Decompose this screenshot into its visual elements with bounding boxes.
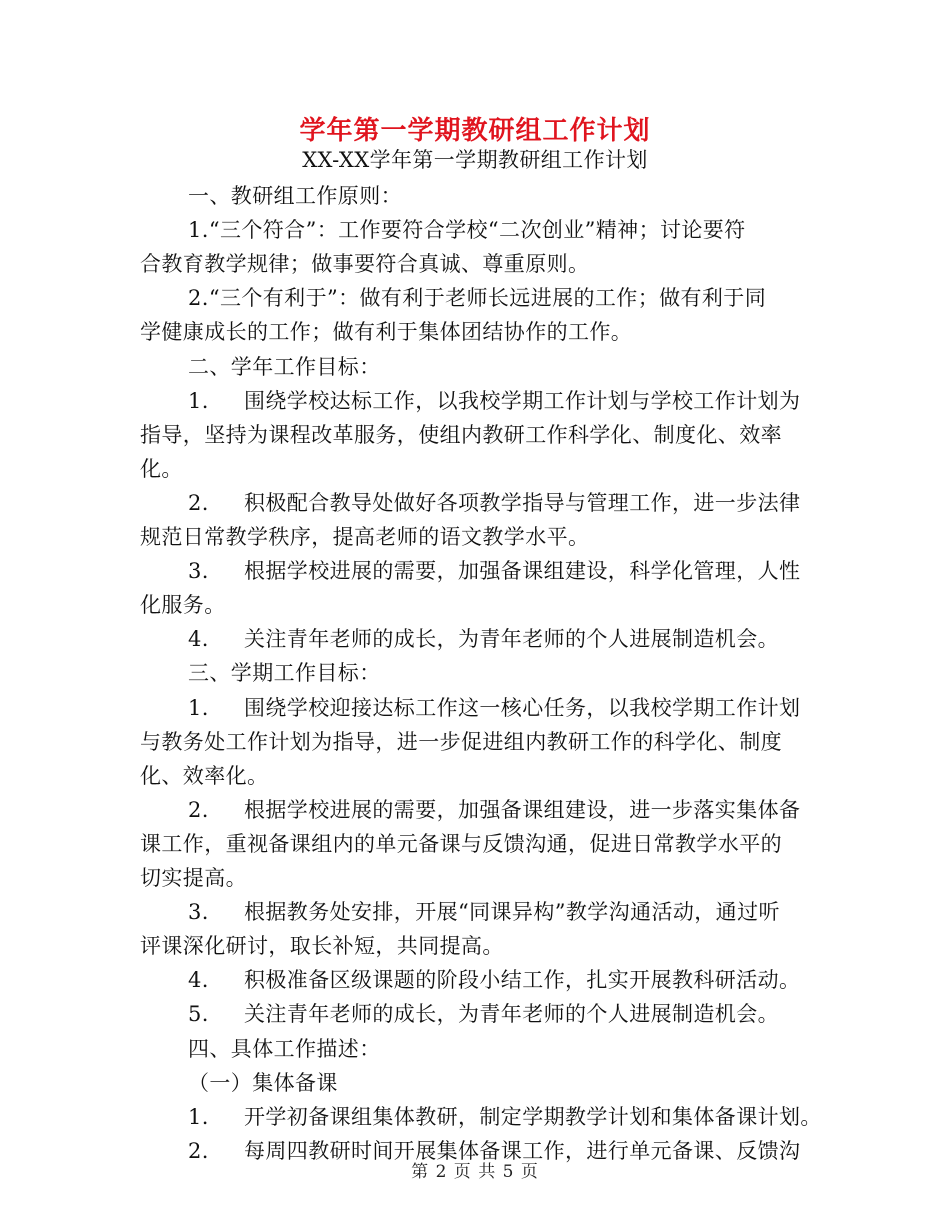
body-line: [140, 866, 247, 890]
list-number: 4.: [188, 627, 209, 651]
body-line: [188, 900, 780, 924]
body-line: [140, 764, 268, 788]
body-line: [188, 491, 800, 515]
line-text: 根据学校进展的需要，加强备课组建设，科学化管理，人性: [244, 559, 801, 583]
line-text: 三、学期工作目标：: [188, 661, 381, 685]
line-text: 课工作，重视备课组内的单元备课与反馈沟通，促进日常教学水平的: [140, 832, 782, 856]
line-text: 每周四教研时间开展集体备课工作，进行单元备课、反馈沟: [244, 1139, 801, 1163]
document-subtitle: XX-XX学年第一学期教研组工作计划: [302, 148, 648, 172]
body-line: [188, 798, 800, 822]
body-line: [188, 355, 381, 379]
body-line: [188, 218, 746, 242]
list-number: 1.: [188, 389, 209, 413]
list-number: 2.: [188, 491, 209, 515]
line-text: 四、具体工作描述：: [188, 1037, 381, 1061]
body-line: [188, 286, 766, 310]
line-text: 一、教研组工作原则：: [188, 184, 402, 208]
list-number: 3.: [188, 559, 209, 583]
body-line: [140, 423, 782, 447]
page-footer: 第 2 页 共 5 页: [411, 1162, 539, 1182]
list-number: 4.: [188, 968, 209, 992]
line-text: 化。: [140, 457, 183, 481]
body-line: [188, 1037, 381, 1061]
list-number: 3.: [188, 900, 209, 924]
body-line: [188, 1002, 779, 1026]
line-text: 积极准备区级课题的阶段小结工作，扎实开展教科研活动。: [244, 968, 801, 992]
list-number: 2.: [188, 798, 209, 822]
body-line: [140, 252, 589, 276]
line-text: 1.“三个符合”：工作要符合学校“二次创业”精神；讨论要符: [188, 218, 746, 242]
body-line: [140, 457, 183, 481]
line-text: 指导，坚持为课程改革服务，使组内教研工作科学化、制度化、效率: [140, 423, 782, 447]
body-line: [140, 934, 504, 958]
line-text: 切实提高。: [140, 866, 247, 890]
line-text: 二、学年工作目标：: [188, 355, 381, 379]
line-text: 规范日常教学秩序，提高老师的语文教学水平。: [140, 525, 590, 549]
body-line: [188, 1105, 822, 1129]
line-text: 根据教务处安排，开展“同课异构”教学沟通活动，通过听: [244, 900, 780, 924]
list-number: 1.: [188, 1105, 209, 1129]
body-line: [188, 559, 800, 583]
body-line: [140, 320, 632, 344]
body-line: [188, 184, 402, 208]
body-line: [188, 696, 800, 720]
body-line: [140, 525, 589, 549]
document-title: 学年第一学期教研组工作计划: [299, 116, 651, 146]
body-line: [188, 389, 800, 413]
line-text: 围绕学校迎接达标工作这一核心任务，以我校学期工作计划: [244, 696, 801, 720]
line-text: 关注青年老师的成长，为青年老师的个人进展制造机会。: [244, 627, 779, 651]
line-text: 合教育教学规律；做事要符合真诚、尊重原则。: [140, 252, 590, 276]
body-line: [188, 1071, 338, 1095]
line-text: 开学初备课组集体教研，制定学期教学计划和集体备课计划。: [244, 1105, 822, 1129]
line-text: 化、效率化。: [140, 764, 269, 788]
line-text: 评课深化研讨，取长补短，共同提高。: [140, 934, 504, 958]
line-text: 积极配合教导处做好各项教学指导与管理工作，进一步法律: [244, 491, 801, 515]
line-text: 根据学校进展的需要，加强备课组建设，进一步落实集体备: [244, 798, 801, 822]
line-text: 关注青年老师的成长，为青年老师的个人进展制造机会。: [244, 1002, 779, 1026]
body-line: [188, 968, 800, 992]
line-text: 学健康成长的工作；做有利于集体团结协作的工作。: [140, 320, 633, 344]
body-line: [188, 627, 779, 651]
body-line: [140, 730, 782, 754]
line-text: 与教务处工作计划为指导，进一步促进组内教研工作的科学化、制度: [140, 730, 782, 754]
line-text: 围绕学校达标工作，以我校学期工作计划与学校工作计划为: [244, 389, 801, 413]
list-number: 2.: [188, 1139, 209, 1163]
line-text: （一）集体备课: [188, 1071, 338, 1095]
body-line: [140, 593, 226, 617]
list-number: 1.: [188, 696, 209, 720]
line-text: 2.“三个有利于”：做有利于老师长远进展的工作；做有利于同: [188, 286, 767, 310]
line-text: 化服务。: [140, 593, 226, 617]
body-line: [188, 661, 381, 685]
body-line: [140, 832, 782, 856]
list-number: 5.: [188, 1002, 209, 1026]
